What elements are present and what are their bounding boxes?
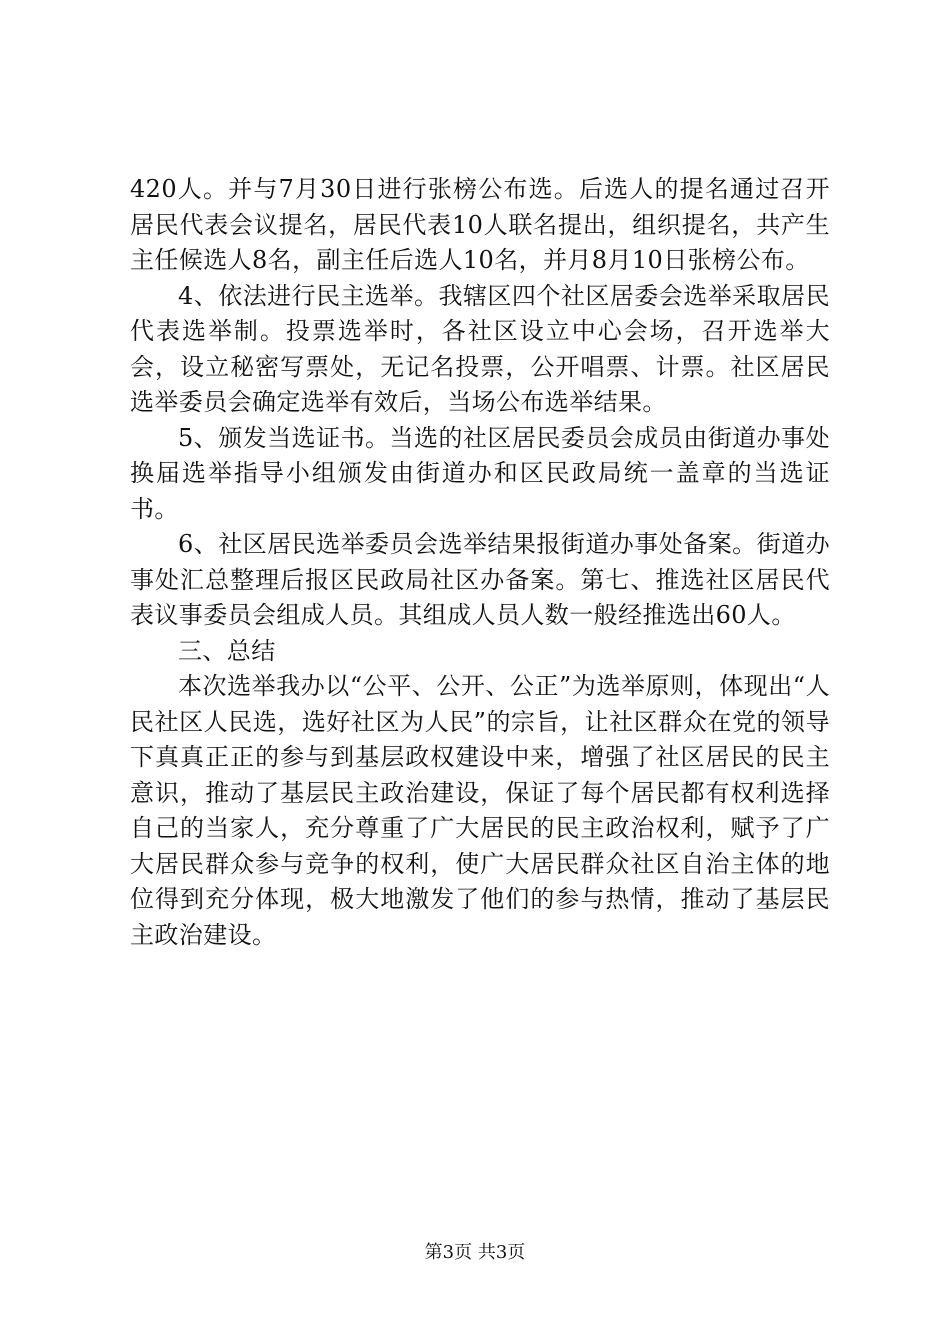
paragraph-item-6: 6、社区居民选举委员会选举结果报街道办事处备案。街道办事处汇总整理后报区民政局社区办备案。第七、推选社区居民代表议事委员会组成人员。其组成人员人数一般经推选出60人。 [130, 530, 830, 629]
section-heading-summary: 三、总结 [178, 636, 276, 665]
paragraph-item-4: 4、依法进行民主选举。我辖区四个社区居委会选举采取居民代表选举制。投票选举时，各社区设立中心会场，召开选举大会，设立秘密写票处，无记名投票，公开唱票、计票。社区居民选举委员会确定选举有效后，当场公布选举结果。 [130, 281, 830, 416]
document-body [130, 172, 830, 953]
page-footer: 第3页 共3页 [424, 1242, 526, 1263]
paragraph-continuation: 420人。并与7月30日进行张榜公布选。后选人的提名通过召开居民代表会议提名，居民代表10人联名提出，组织提名，共产生主任候选人8名，副主任后选人10名，并月8月10日张榜公布。 [130, 175, 830, 274]
paragraph-summary: 本次选举我办以“公平、公开、公正”为选举原则，体现出“人民社区人民选，选好社区为人民”的宗旨，让社区群众在党的领导下真真正正的参与到基层政权建设中来，增强了社区居民的民主意识，推动了基层民主政治建设，保证了每个居民都有权利选择自己的当家人，充分尊重了广大居民的民主政治权利，赋予了广大居民群众参与竞争的权利，使广大居民群众社区自治主体的地位得到充分体现，极大地激发了他们的参与热情，推动了基层民主政治建设。 [130, 672, 830, 949]
paragraph-item-5: 5、颁发当选证书。当选的社区居民委员会成员由街道办事处换届选举指导小组颁发由街道办和区民政局统一盖章的当选证书。 [130, 423, 830, 523]
